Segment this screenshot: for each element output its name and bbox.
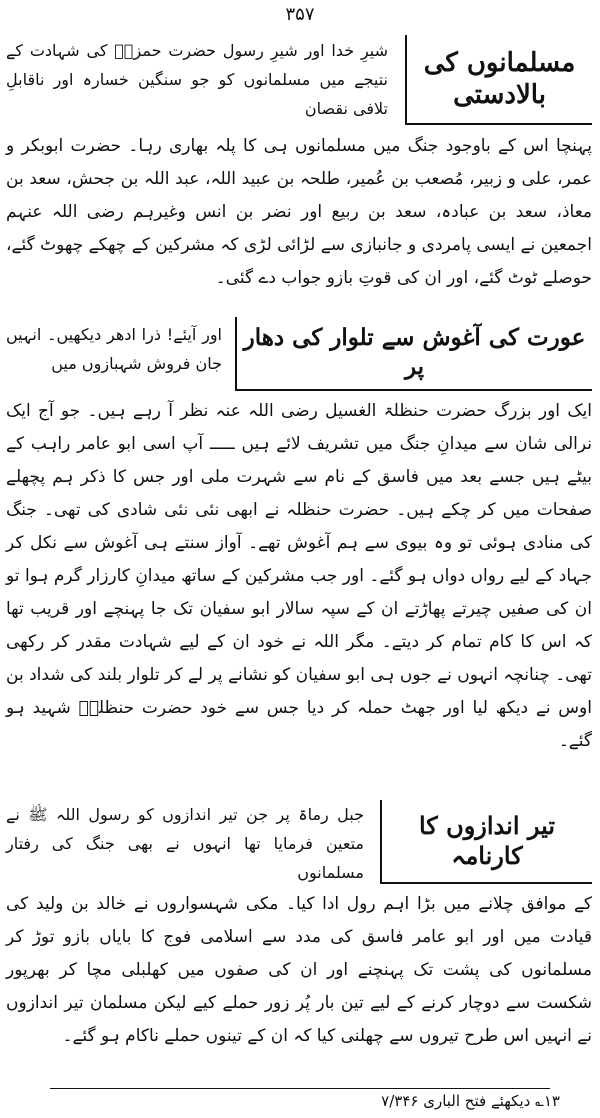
section-heading-muslim-dominance: مسلمانوں کی بالادستی <box>405 35 592 125</box>
paragraph-2: ایک اور بزرگ حضرت حنظلۃ الغسیل رضی اللہ عنہ نظر آ رہے ہیں۔ جو آج ایک نرالی شان سے میدانِ جنگ میں تشریف لائے ہیں ـــــ آپ اسی ابو عامر راہب کے بیٹے ہیں جسے بعد میں فاسق کے نام سے شہرت ملی اور جس کا ذکر ہم پچھلے صفحات میں کر چکے ہیں۔ حضرت حنظلہ نے ابھی نئی نئی شادی کی تھی۔ جنگ کی منادی ہوئی تو وہ بیوی سے ہم آغوش تھے۔ آواز سنتے ہی آغوش سے نکل کر جہاد کے لیے رواں دواں ہو گئے۔ اور جب مشرکین کے ساتھ میدانِ کارزار گرم ہوا تو ان کی صفیں چیرتے پھاڑتے ان کے سپہ سالار ابو سفیان تک جا پہنچے اور قریب تھا کہ اس کا کام تمام کر دیتے۔ مگر اللہ نے خود ان کے لیے شہادت مقدر کر رکھی تھی۔ چنانچہ انہوں نے جوں ہی ابو سفیان کو نشانے پر لے کر تلوار بلند کی شداد بن اوس نے دیکھ لیا اور جھٹ حملہ کر دیا جس سے خود حضرت حنظلہؓ شہید ہو گئے۔ <box>6 401 592 751</box>
footnote: ۱۳؎ دیکھئے فتح الباری ۷/۳۴۶ <box>381 1092 560 1110</box>
footnote-divider <box>50 1088 550 1089</box>
paragraph-1: پہنچا اس کے باوجود جنگ میں مسلمانوں ہی کا پلہ بھاری رہا۔ حضرت ابوبکر و عمر، علی و زبیر، مُصعب بن عُمیر، طلحہ بن عبید اللہ، عبد اللہ بن جحش، سعد بن معاذ، سعد بن عبادہ، سعد بن ربیع اور نضر بن انس وغیرہم رضی اللہ عنہم اجمعین نے ایسی پامردی و جانبازی سے لڑائی لڑی کہ مشرکین کے چھکے چھوٹ گئے، حوصلے ٹوٹ گئے، اور ان کی قوتِ بازو جواب دے گئی۔ <box>6 136 592 288</box>
page-number: ۳۵۷ <box>285 4 315 25</box>
intro-text-1: شیرِ خدا اور شیرِ رسول حضرت حمزہؓ کی شہادت کے نتیجے میں مسلمانوں کو جو سنگین خسارہ اور ناقابلِ تلافی نقصان <box>6 41 388 118</box>
section-heading-hanzala: عورت کی آغوش سے تلوار کی دھار پر <box>235 317 592 391</box>
section-heading-archers: تیر اندازوں کا کارنامہ <box>380 800 592 884</box>
intro-text-3: جبل رماۃ پر جن تیر اندازوں کو رسول اللہ ﷺ نے متعین فرمایا تھا انہوں نے بھی جنگ کی رفتار مسلمانوں <box>6 805 364 882</box>
paragraph-3: کے موافق چلانے میں بڑا اہم رول ادا کیا۔ مکی شہسواروں نے خالد بن ولید کی قیادت میں اور ابو عامر فاسق کی مدد سے اسلامی فوج کا بایاں بازو توڑ کر مسلمانوں کی پشت تک پہنچنے اور ان کی صفوں میں کھلبلی مچا کر بھرپور شکست سے دوچار کرنے کے لیے تین بار پُر زور حملے کیے لیکن مسلمان تیر اندازوں نے انہیں اس طرح تیروں سے چھلنی کیا کہ ان کے تینوں حملے ناکام ہو گئے۔ <box>6 894 592 1046</box>
intro-text-2: اور آیئے! ذرا ادھر دیکھیں۔ انہیں جان فروش شہبازوں میں <box>6 325 222 373</box>
